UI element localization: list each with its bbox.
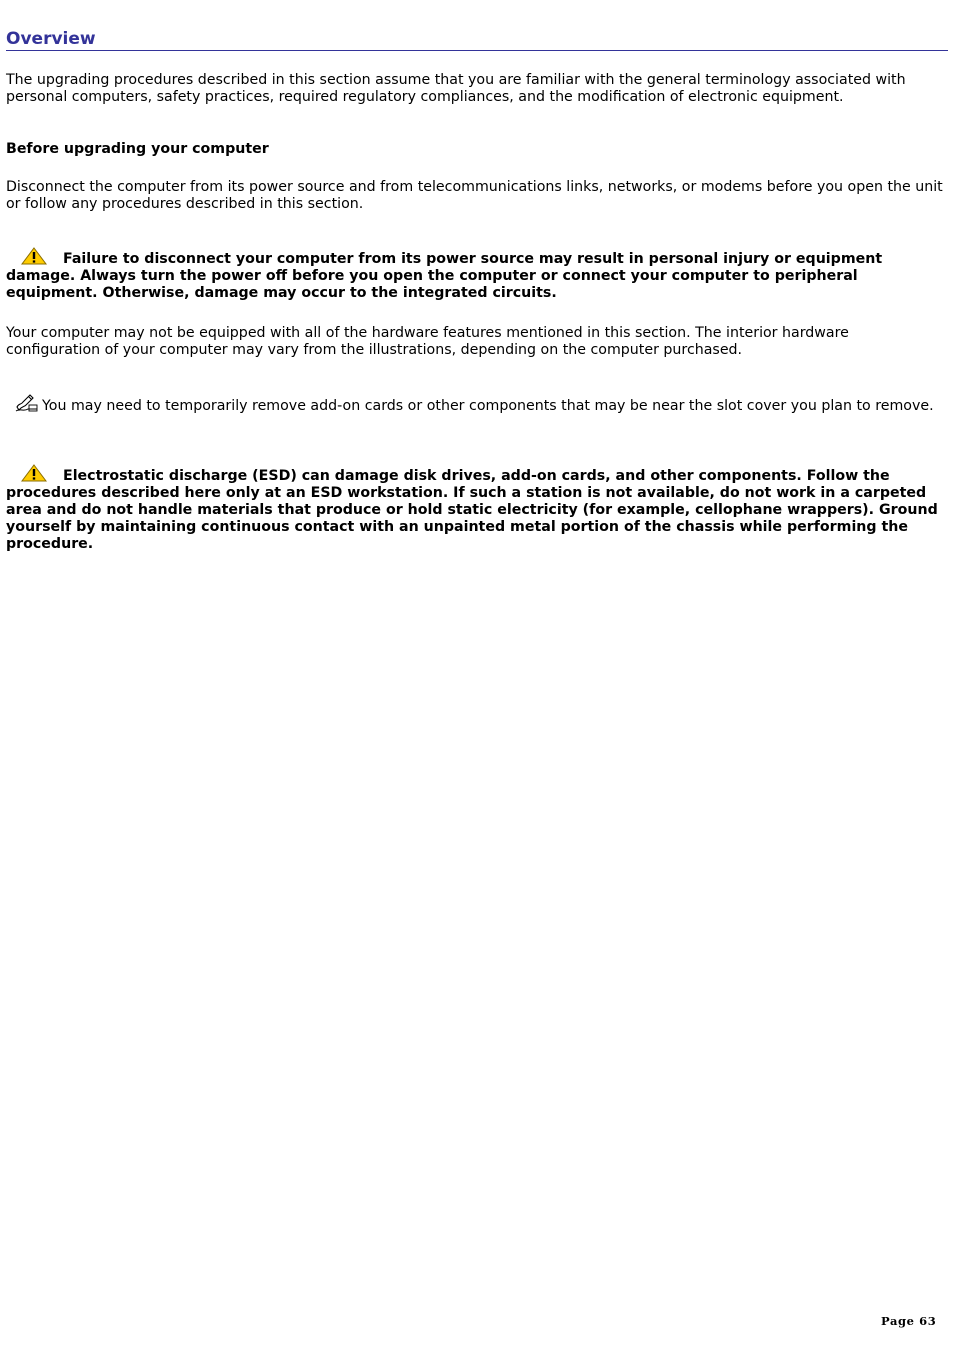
power-warning-text: Failure to disconnect your computer from its power source may result in personal injury or equipment damage. Always turn the power off before you open the computer or connect your computer to peripheral equipment. Otherwise, damage may occur to the integrated circuits. [6, 251, 883, 301]
warning-triangle-icon [21, 247, 47, 265]
page-title: Overview [6, 28, 948, 51]
warning-triangle-icon [21, 464, 47, 482]
note-pencil-icon [14, 393, 38, 413]
disconnect-paragraph: Disconnect the computer from its power source and from telecommunications links, networks, or modems before you open the unit or follow any procedures described in this section. [6, 179, 943, 212]
hardware-paragraph: Your computer may not be equipped with all of the hardware features mentioned in this section. The interior hardware configuration of your computer may vary from the illustrations, depending on the computer purchased. [6, 325, 849, 358]
before-upgrading-heading: Before upgrading your computer [6, 141, 269, 157]
esd-warning-text: Electrostatic discharge (ESD) can damage disk drives, add-on cards, and other components. Follow the procedures described here only at an ESD workstation. If such a station is not available, do not work in a carpeted area and do not handle materials that produce or hold static electricity (for example, cellophane wrappers). Ground yourself by maintaining continuous contact with an unpainted metal portion of the chassis while performing the procedure. [6, 468, 938, 552]
esd-warning [6, 464, 946, 553]
intro-paragraph: The upgrading procedures described in this section assume that you are familiar with the general terminology associated with personal computers, safety practices, required regulatory compliances, and the modification of electronic equipment. [6, 72, 906, 105]
note-paragraph [6, 393, 946, 415]
power-warning [6, 247, 946, 302]
note-text: You may need to temporarily remove add-on cards or other components that may be near the slot cover you plan to remove. [42, 398, 934, 414]
page-number: Page 63 [881, 1314, 937, 1328]
